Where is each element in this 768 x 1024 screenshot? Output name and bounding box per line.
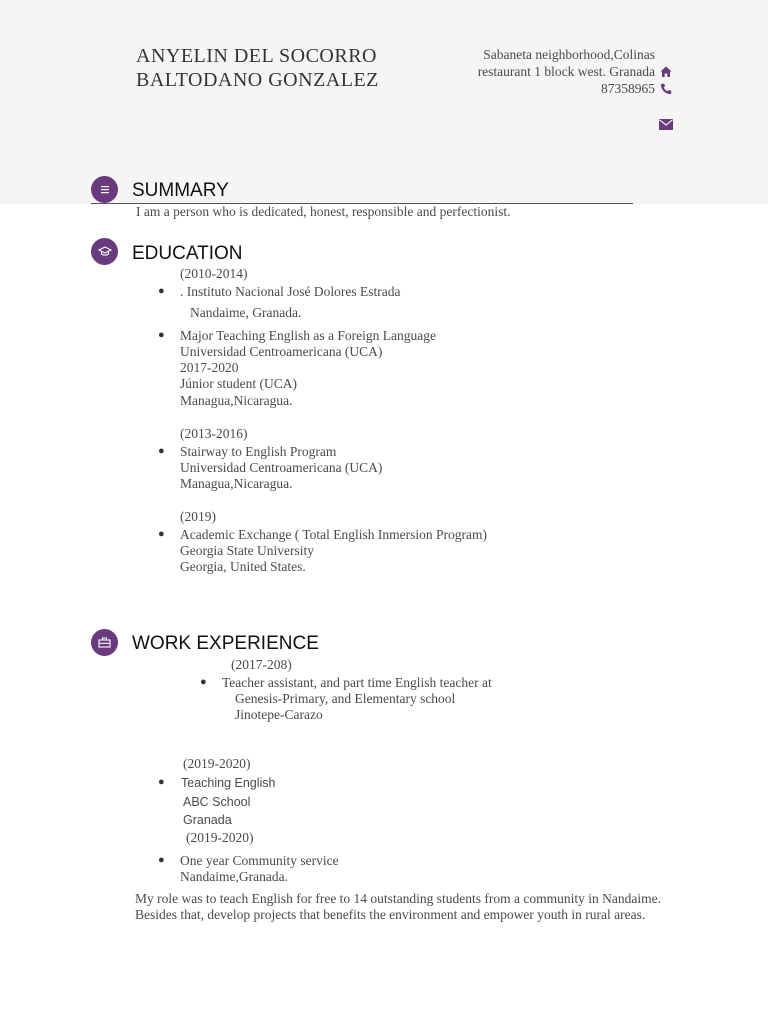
edu-date-3: (2013-2016) [180, 426, 248, 441]
work-role-3: One year Community service [180, 853, 339, 868]
address-line-2: restaurant 1 block west. Granada [477, 64, 655, 79]
work-date-1: (2017-208) [231, 657, 292, 672]
work-heading: WORK EXPERIENCE [132, 633, 319, 654]
bullet: ● [158, 329, 165, 341]
edu-location-1: Nandaime, Granada. [190, 305, 302, 320]
graduation-cap-icon [91, 238, 118, 265]
edu-location-4: Georgia, United States. [180, 559, 306, 574]
candidate-name [136, 44, 379, 92]
education-heading: EDUCATION [132, 243, 243, 264]
contact-info [478, 46, 673, 97]
work-role-2: Teaching English [181, 776, 276, 790]
name-line-1: ANYELIN DEL SOCORRO [136, 45, 377, 67]
bullet: ● [158, 854, 165, 866]
edu-location-3: Managua,Nicaragua. [180, 476, 293, 491]
edu-date-4: (2019) [180, 509, 216, 524]
phone-row [478, 80, 673, 97]
summary-heading: SUMMARY [132, 180, 229, 201]
header-background [0, 0, 768, 204]
address-row-2 [478, 63, 673, 80]
home-icon [659, 66, 673, 78]
list-icon [91, 176, 118, 203]
edu-program-2: Major Teaching English as a Foreign Language [180, 328, 436, 343]
edu-status-2: Júnior student (UCA) [180, 376, 297, 391]
phone-icon [659, 83, 673, 95]
bullet: ● [158, 776, 165, 788]
bullet: ● [200, 676, 207, 688]
edu-program-4: Academic Exchange ( Total English Inmersion Program) [180, 527, 487, 542]
bullet: ● [158, 445, 165, 457]
work-location-3: Nandaime,Granada. [180, 869, 288, 884]
address-line-1: Sabaneta neighborhood,Colinas [483, 47, 655, 62]
phone-number: 87358965 [601, 81, 655, 96]
work-description-line-2: Besides that, develop projects that benefits the environment and empower youth in rural areas. [135, 907, 646, 922]
edu-school-1: . Instituto Nacional José Dolores Estrada [180, 284, 401, 299]
bullet: ● [158, 528, 165, 540]
edu-school-2: Universidad Centroamericana (UCA) [180, 344, 383, 359]
work-employer-2: ABC School [183, 795, 251, 809]
edu-date-1: (2010-2014) [180, 266, 248, 281]
work-description-line-1: My role was to teach English for free to 14 outstanding students from a community in Nandaime. [135, 891, 662, 906]
edu-years-2: 2017-2020 [180, 360, 239, 375]
edu-location-2: Managua,Nicaragua. [180, 393, 293, 408]
address-row [478, 46, 673, 63]
work-employer-1: Genesis-Primary, and Elementary school [235, 691, 456, 706]
edu-school-4: Georgia State University [180, 543, 314, 558]
work-date-2: (2019-2020) [183, 756, 251, 771]
work-role-1: Teacher assistant, and part time English teacher at [222, 675, 492, 690]
name-line-2: BALTODANO GONZALEZ [136, 69, 379, 91]
briefcase-icon [91, 629, 118, 656]
edu-program-3: Stairway to English Program [180, 444, 337, 459]
bullet: ● [158, 285, 165, 297]
envelope-icon[interactable] [659, 117, 673, 135]
edu-school-3: Universidad Centroamericana (UCA) [180, 460, 383, 475]
work-location-1: Jinotepe-Carazo [235, 707, 323, 722]
summary-text: I am a person who is dedicated, honest, responsible and perfectionist. [136, 204, 511, 219]
work-location-2: Granada [183, 813, 232, 827]
work-date-3: (2019-2020) [186, 830, 254, 845]
